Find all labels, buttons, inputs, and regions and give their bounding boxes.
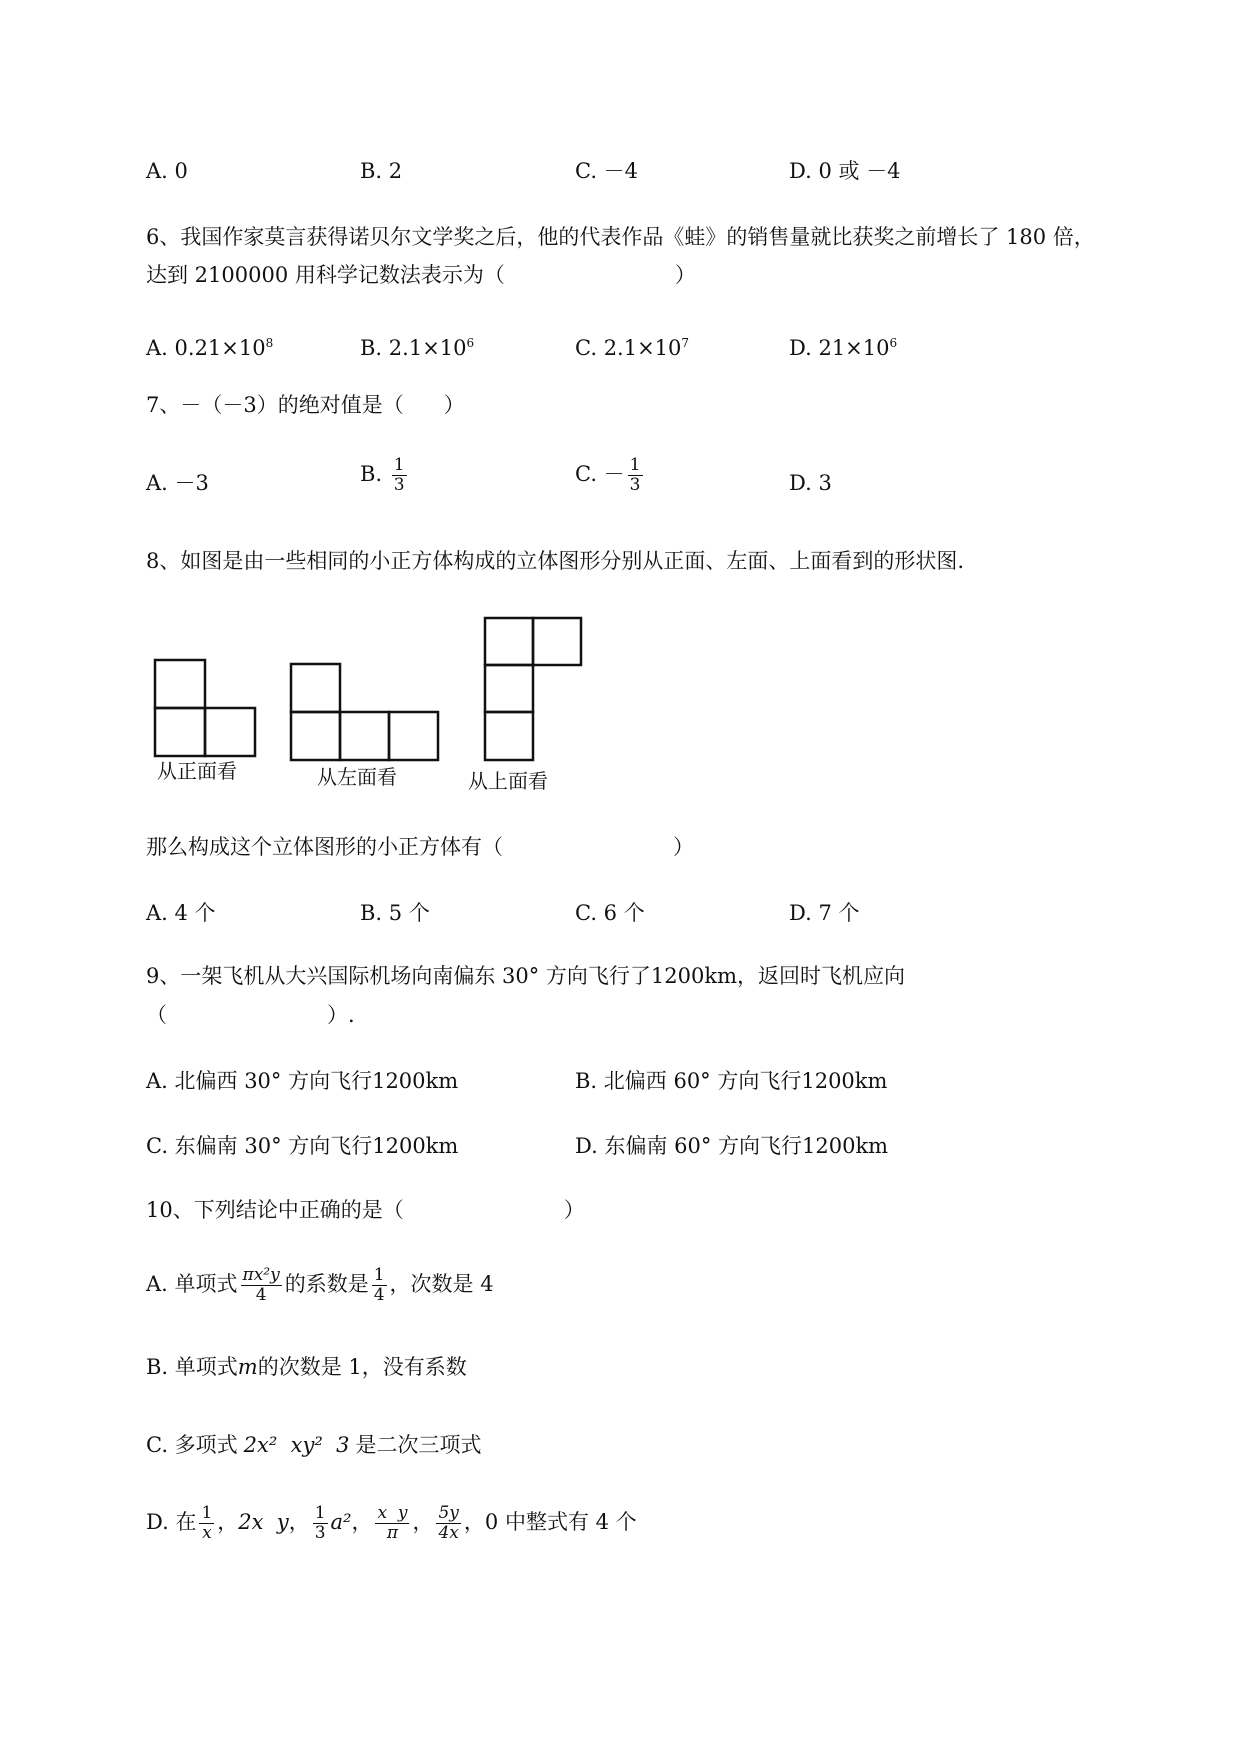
q10-d-term4-den: π: [386, 1523, 399, 1543]
q10-d-comma2: ，: [288, 1510, 310, 1534]
q7-c-num: 1: [629, 455, 641, 475]
q9-stem-line2: [146, 1002, 355, 1028]
q6-stem-line2: [146, 262, 696, 288]
q8-option-b: B. 5 个: [360, 901, 430, 925]
q7-stem-end: ）: [443, 393, 465, 417]
q10-d-term3-frac: [313, 1504, 328, 1543]
q10-a-start: A. 单项式: [146, 1272, 238, 1296]
q6-d-exp: 6: [889, 336, 898, 350]
q5-option-d-value: －4: [866, 159, 901, 183]
q10-a-monomial-den: 4: [255, 1285, 267, 1305]
q10-stem-end: ）: [563, 1198, 585, 1222]
q8-option-a: A. 4 个: [146, 901, 216, 925]
q10-d-term5: [436, 1504, 460, 1543]
q6-d-label: D.: [789, 336, 812, 360]
q8-question: [146, 834, 694, 860]
top-view-label: 从上面看: [468, 769, 548, 793]
q5-option-c: C. －4: [575, 159, 639, 183]
q10-d-comma3: ，: [351, 1510, 373, 1534]
q10-stem: [146, 1197, 585, 1223]
q5-option-d-or: 或: [838, 159, 860, 183]
q10-option-b: [146, 1354, 467, 1380]
q7-stem-start: 7、－（－3）的绝对值是（: [146, 393, 404, 417]
q10-d-term1-den: x: [202, 1523, 212, 1543]
q7-b-label: B.: [360, 462, 383, 486]
q6-c-label: C.: [575, 336, 597, 360]
q6-b-base: 2.1×10: [388, 336, 467, 360]
q7-c-den: 3: [629, 475, 641, 495]
q9-stem-start: （: [146, 1003, 167, 1027]
q10-d-term5-num: 5y: [438, 1503, 459, 1523]
q7-stem: [146, 392, 465, 418]
q7-c-label: C. －: [575, 462, 625, 486]
q7-b-den: 3: [393, 475, 405, 495]
front-view-shape: [155, 660, 255, 756]
q10-c-expr: 2x² xy² 3: [243, 1433, 350, 1457]
q10-d-comma5: ，: [463, 1510, 485, 1534]
q8-option-d: D. 7 个: [789, 901, 860, 925]
q7-option-d: D. 3: [789, 471, 832, 495]
q10-d-term1: [199, 1504, 214, 1543]
q10-b-start: B. 单项式: [146, 1355, 238, 1379]
q10-c-end: 是二次三项式: [355, 1433, 482, 1457]
q6-stem-end: ）: [674, 263, 696, 287]
q10-a-mid: 的系数是: [284, 1272, 369, 1296]
q8-question-end: ）: [673, 835, 694, 859]
q7-option-b: [360, 456, 410, 495]
q10-d-term4-num: x y: [377, 1503, 408, 1523]
q10-a-coef: [372, 1266, 387, 1305]
q8-option-c: C. 6 个: [575, 901, 645, 925]
q6-a-label: A.: [146, 336, 168, 360]
q8-question-start: 那么构成这个立体图形的小正方体有（: [146, 835, 503, 859]
q10-d-term4: [375, 1504, 409, 1543]
q10-d-term2: 2x y: [238, 1510, 289, 1534]
left-view-shape: [291, 664, 438, 760]
q6-c-base: 2.1×10: [603, 336, 682, 360]
q10-option-c: [146, 1432, 481, 1458]
q9-option-b: B. 北偏西 60° 方向飞行1200km: [575, 1069, 888, 1093]
q6-a-base: 0.21×10: [174, 336, 266, 360]
q10-d-term3-var: a²: [330, 1510, 352, 1534]
q8-stem: 8、如图是由一些相同的小正方体构成的立体图形分别从正面、左面、上面看到的形状图.: [146, 549, 965, 573]
q9-option-d: D. 东偏南 60° 方向飞行1200km: [575, 1134, 889, 1158]
q7-option-c: [575, 456, 646, 495]
q10-d-start: D. 在: [146, 1510, 197, 1534]
q10-c-start: C. 多项式: [146, 1433, 238, 1457]
q9-option-a: A. 北偏西 30° 方向飞行1200km: [146, 1069, 459, 1093]
q7-c-fraction: [628, 456, 643, 495]
q9-stem-line1: 9、一架飞机从大兴国际机场向南偏东 30° 方向飞行了1200km，返回时飞机应向: [146, 964, 906, 988]
q5-option-d-prefix: D. 0: [789, 159, 832, 183]
q6-b-exp: 6: [466, 336, 475, 350]
q6-c-exp: 7: [681, 336, 690, 350]
q10-stem-start: 10、下列结论中正确的是（: [146, 1198, 404, 1222]
q10-option-d: [146, 1504, 637, 1543]
q10-a-end: ，次数是 4: [389, 1272, 494, 1296]
q10-b-end: 的次数是 1，没有系数: [257, 1355, 467, 1379]
q10-d-comma4: ，: [412, 1510, 434, 1534]
q6-b-label: B.: [360, 336, 383, 360]
top-view-shape: [485, 618, 581, 760]
q6-stem-start: 达到 2100000 用科学记数法表示为（: [146, 263, 505, 287]
q10-d-term3-den: 3: [314, 1523, 326, 1543]
front-view-label: 从正面看: [157, 759, 237, 783]
q5-option-d: [789, 158, 901, 184]
q9-option-c: C. 东偏南 30° 方向飞行1200km: [146, 1134, 459, 1158]
q6-stem-line1: 6、我国作家莫言获得诺贝尔文学奖之后，他的代表作品《蛙》的销售量就比获奖之前增长了 180 倍，: [146, 225, 1095, 249]
q7-b-num: 1: [393, 455, 405, 475]
q7-b-fraction: [392, 456, 407, 495]
q10-a-coef-num: 1: [373, 1265, 385, 1285]
q10-option-a: [146, 1266, 494, 1305]
q10-b-var: m: [237, 1355, 258, 1379]
q5-option-a: A. 0: [146, 159, 188, 183]
q10-a-monomial-num: πx²y: [242, 1265, 280, 1285]
q6-option-b: [360, 330, 474, 361]
q6-option-a: [146, 330, 273, 361]
q7-option-a: A. －3: [146, 471, 209, 495]
q5-option-b: B. 2: [360, 159, 403, 183]
q6-option-d: [789, 330, 897, 361]
q6-a-exp: 8: [265, 336, 274, 350]
q10-d-term3-num: 1: [314, 1503, 326, 1523]
q10-a-coef-den: 4: [373, 1285, 385, 1305]
q6-d-base: 21×10: [818, 336, 890, 360]
q10-a-monomial: [241, 1266, 282, 1305]
left-view-label: 从左面看: [317, 765, 397, 789]
q10-d-end: 0 中整式有 4 个: [484, 1510, 637, 1534]
q6-option-c: [575, 330, 689, 361]
q10-d-comma1: ，: [217, 1510, 239, 1534]
q9-stem-end: ）.: [327, 1003, 355, 1027]
q10-d-term5-den: 4x: [438, 1523, 459, 1543]
q10-d-term1-num: 1: [201, 1503, 213, 1523]
